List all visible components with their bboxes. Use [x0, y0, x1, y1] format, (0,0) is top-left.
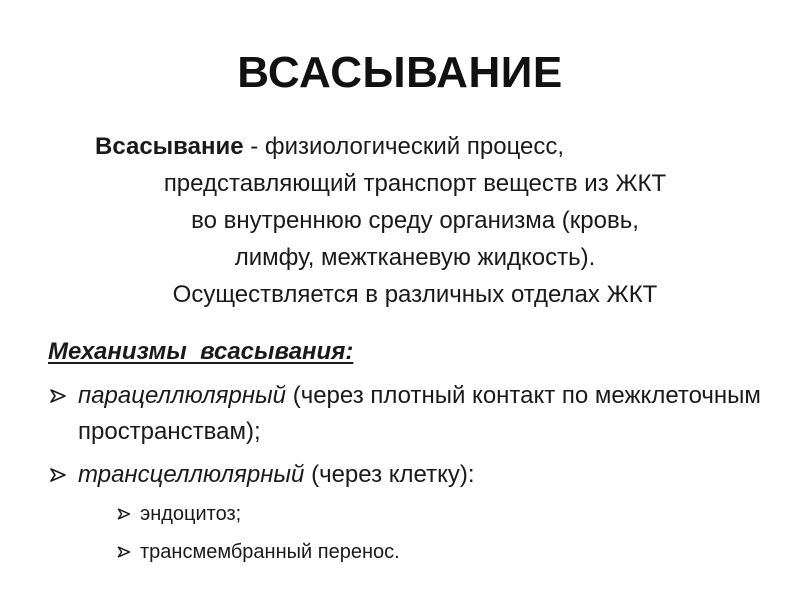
mechanism-description: (через плотный контакт по межклеточным пространствам); [78, 382, 775, 445]
mechanism-item-paracellular [48, 378, 775, 450]
mechanism-term: трансцеллюлярный [78, 461, 305, 488]
definition-paragraph [95, 128, 735, 313]
mechanism-item-transcellular [48, 457, 768, 567]
mechanisms-list [48, 378, 775, 575]
slide-title: ВСАСЫВАНИЕ [237, 48, 563, 97]
transcellular-sublist [78, 499, 768, 567]
definition-term: Всасывание [95, 133, 244, 160]
definition-line-2: представляющий транспорт веществ из ЖКТ [163, 170, 667, 197]
sub-item-endocytosis [116, 499, 768, 529]
sub-item-label: трансмембранный перенос. [140, 541, 400, 563]
arrow-check-bullet-icon [48, 378, 70, 414]
arrow-check-bullet-icon [116, 537, 134, 567]
mechanism-description: (через клетку): [304, 461, 475, 488]
mechanism-term: парацеллюлярный [78, 382, 287, 409]
sub-item-label: эндоцитоз; [140, 503, 242, 525]
definition-line-4: лимфу, межтканевую жидкость). [234, 244, 596, 271]
definition-line-1-text: - физиологический процесс, [243, 133, 565, 160]
definition-line-3: во внутреннюю среду организма (кровь, [191, 207, 639, 234]
definition-line-5: Осуществляется в различных отделах ЖКТ [172, 281, 658, 308]
sub-item-transmembrane [116, 537, 768, 567]
arrow-check-bullet-icon [116, 499, 134, 529]
definition-line-1 [95, 128, 735, 165]
arrow-check-bullet-icon [48, 457, 70, 493]
mechanisms-heading: Механизмы всасывания: [48, 338, 354, 365]
